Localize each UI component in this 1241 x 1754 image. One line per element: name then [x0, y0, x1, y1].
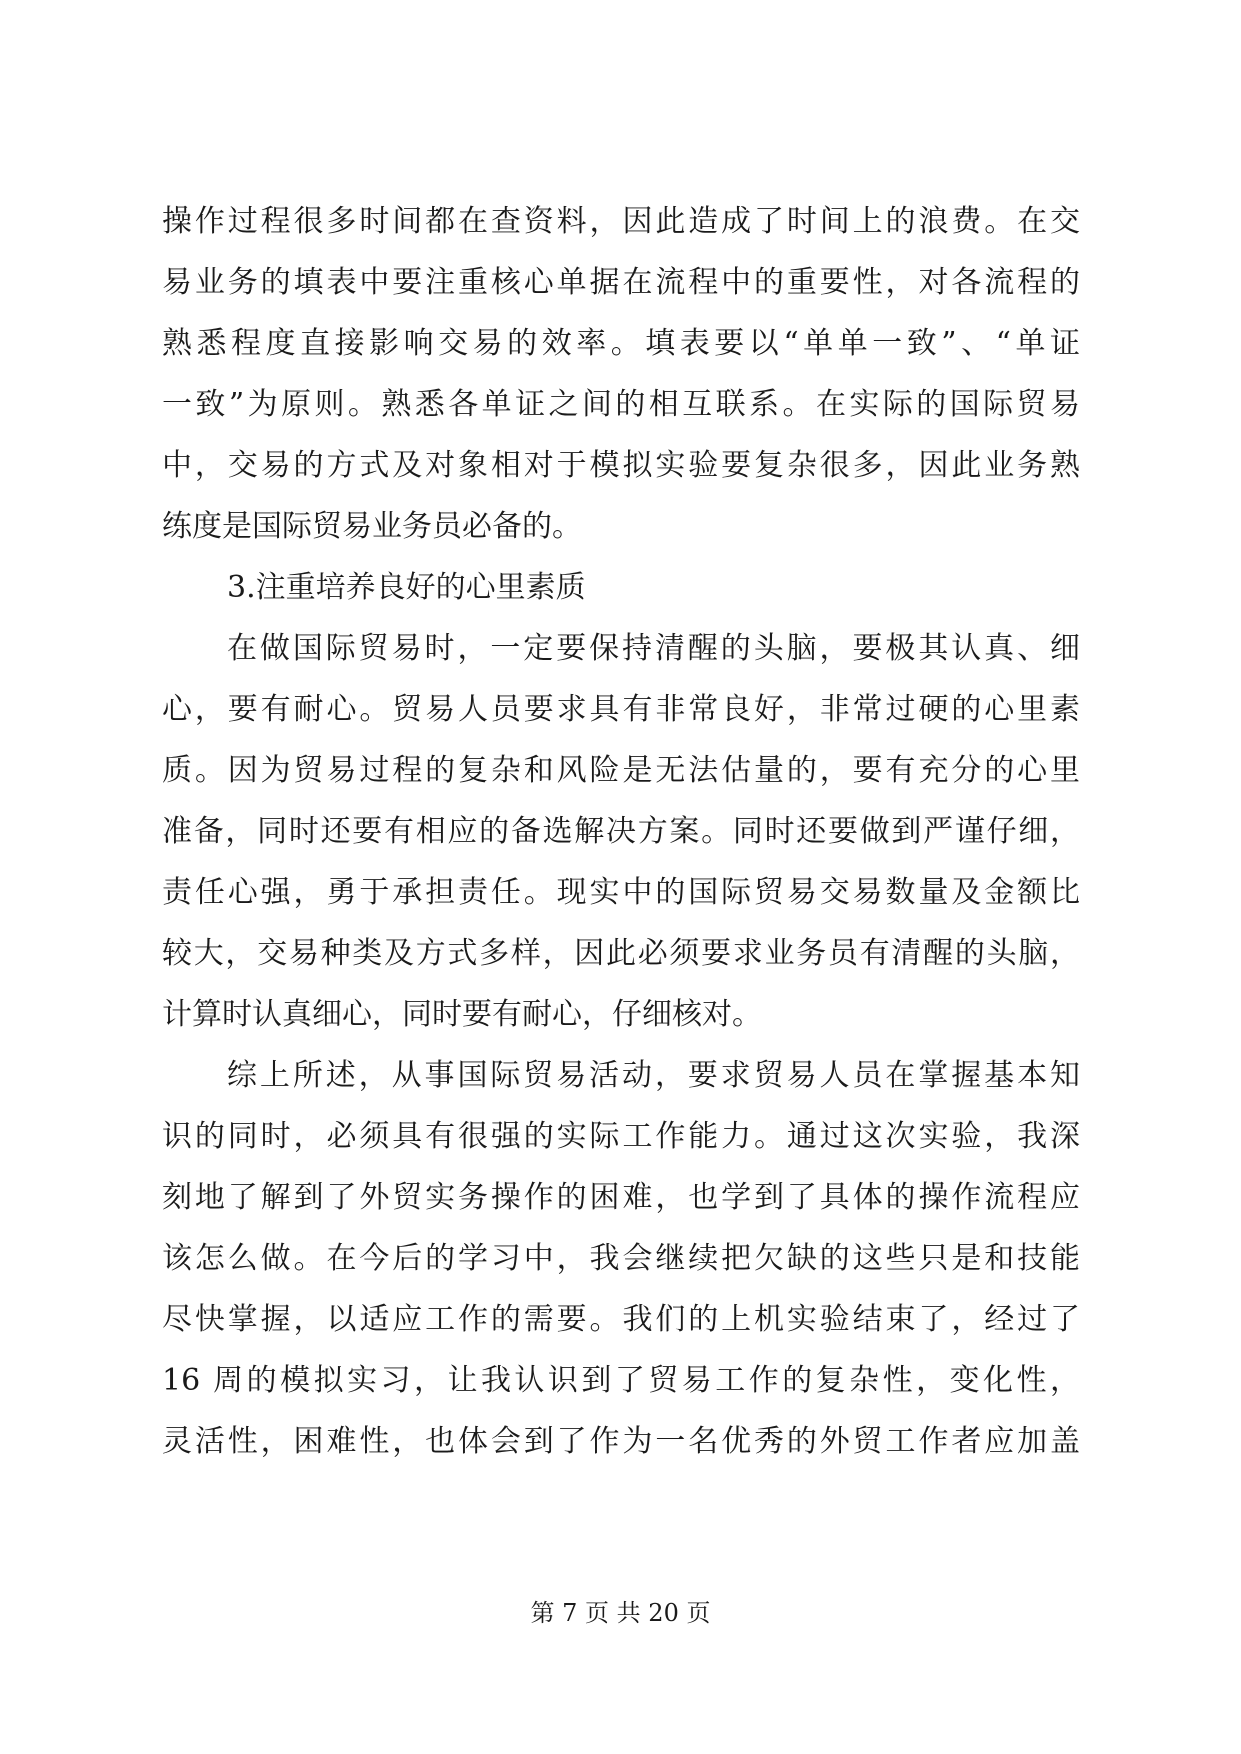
text-line: 灵活性，困难性，也体会到了作为一名优秀的外贸工作者应加盖: [162, 1424, 1080, 1459]
text-line: 练度是国际贸易业务员必备的。: [162, 509, 582, 544]
text-line: 较大，交易种类及方式多样，因此必须要求业务员有清醒的头脑，: [162, 936, 1080, 971]
text-line: 质。因为贸易过程的复杂和风险是无法估量的，要有充分的心里: [162, 753, 1080, 788]
page-number-footer: 第 7 页 共 20 页: [530, 1599, 711, 1627]
text-line: 易业务的填表中要注重核心单据在流程中的重要性，对各流程的: [162, 265, 1080, 300]
text-line: 心，要有耐心。贸易人员要求具有非常良好，非常过硬的心里素: [162, 692, 1080, 727]
text-line: 尽快掌握，以适应工作的需要。我们的上机实验结束了，经过了: [162, 1302, 1080, 1337]
text-line: 16 周的模拟实习，让我认识到了贸易工作的复杂性，变化性，: [162, 1363, 1080, 1398]
text-line: 刻地了解到了外贸实务操作的困难，也学到了具体的操作流程应: [162, 1180, 1080, 1215]
section-heading: 3.注重培养良好的心里素质: [227, 570, 586, 605]
text-line: 责任心强，勇于承担责任。现实中的国际贸易交易数量及金额比: [162, 875, 1080, 910]
text-line: 综上所述，从事国际贸易活动，要求贸易人员在掌握基本知: [227, 1058, 1080, 1093]
text-line: 准备，同时还要有相应的备选解决方案。同时还要做到严谨仔细，: [162, 814, 1080, 849]
text-line: 计算时认真细心，同时要有耐心，仔细核对。: [162, 997, 762, 1032]
text-line: 该怎么做。在今后的学习中，我会继续把欠缺的这些只是和技能: [162, 1241, 1080, 1276]
text-line: 操作过程很多时间都在查资料，因此造成了时间上的浪费。在交: [162, 204, 1080, 239]
text-line: 一致”为原则。熟悉各单证之间的相互联系。在实际的国际贸易: [162, 387, 1080, 422]
text-line: 熟悉程度直接影响交易的效率。填表要以“单单一致”、“单证: [162, 326, 1080, 361]
text-line: 在做国际贸易时，一定要保持清醒的头脑，要极其认真、细: [227, 631, 1080, 666]
text-line: 识的同时，必须具有很强的实际工作能力。通过这次实验，我深: [162, 1119, 1080, 1154]
text-line: 中，交易的方式及对象相对于模拟实验要复杂很多，因此业务熟: [162, 448, 1080, 483]
